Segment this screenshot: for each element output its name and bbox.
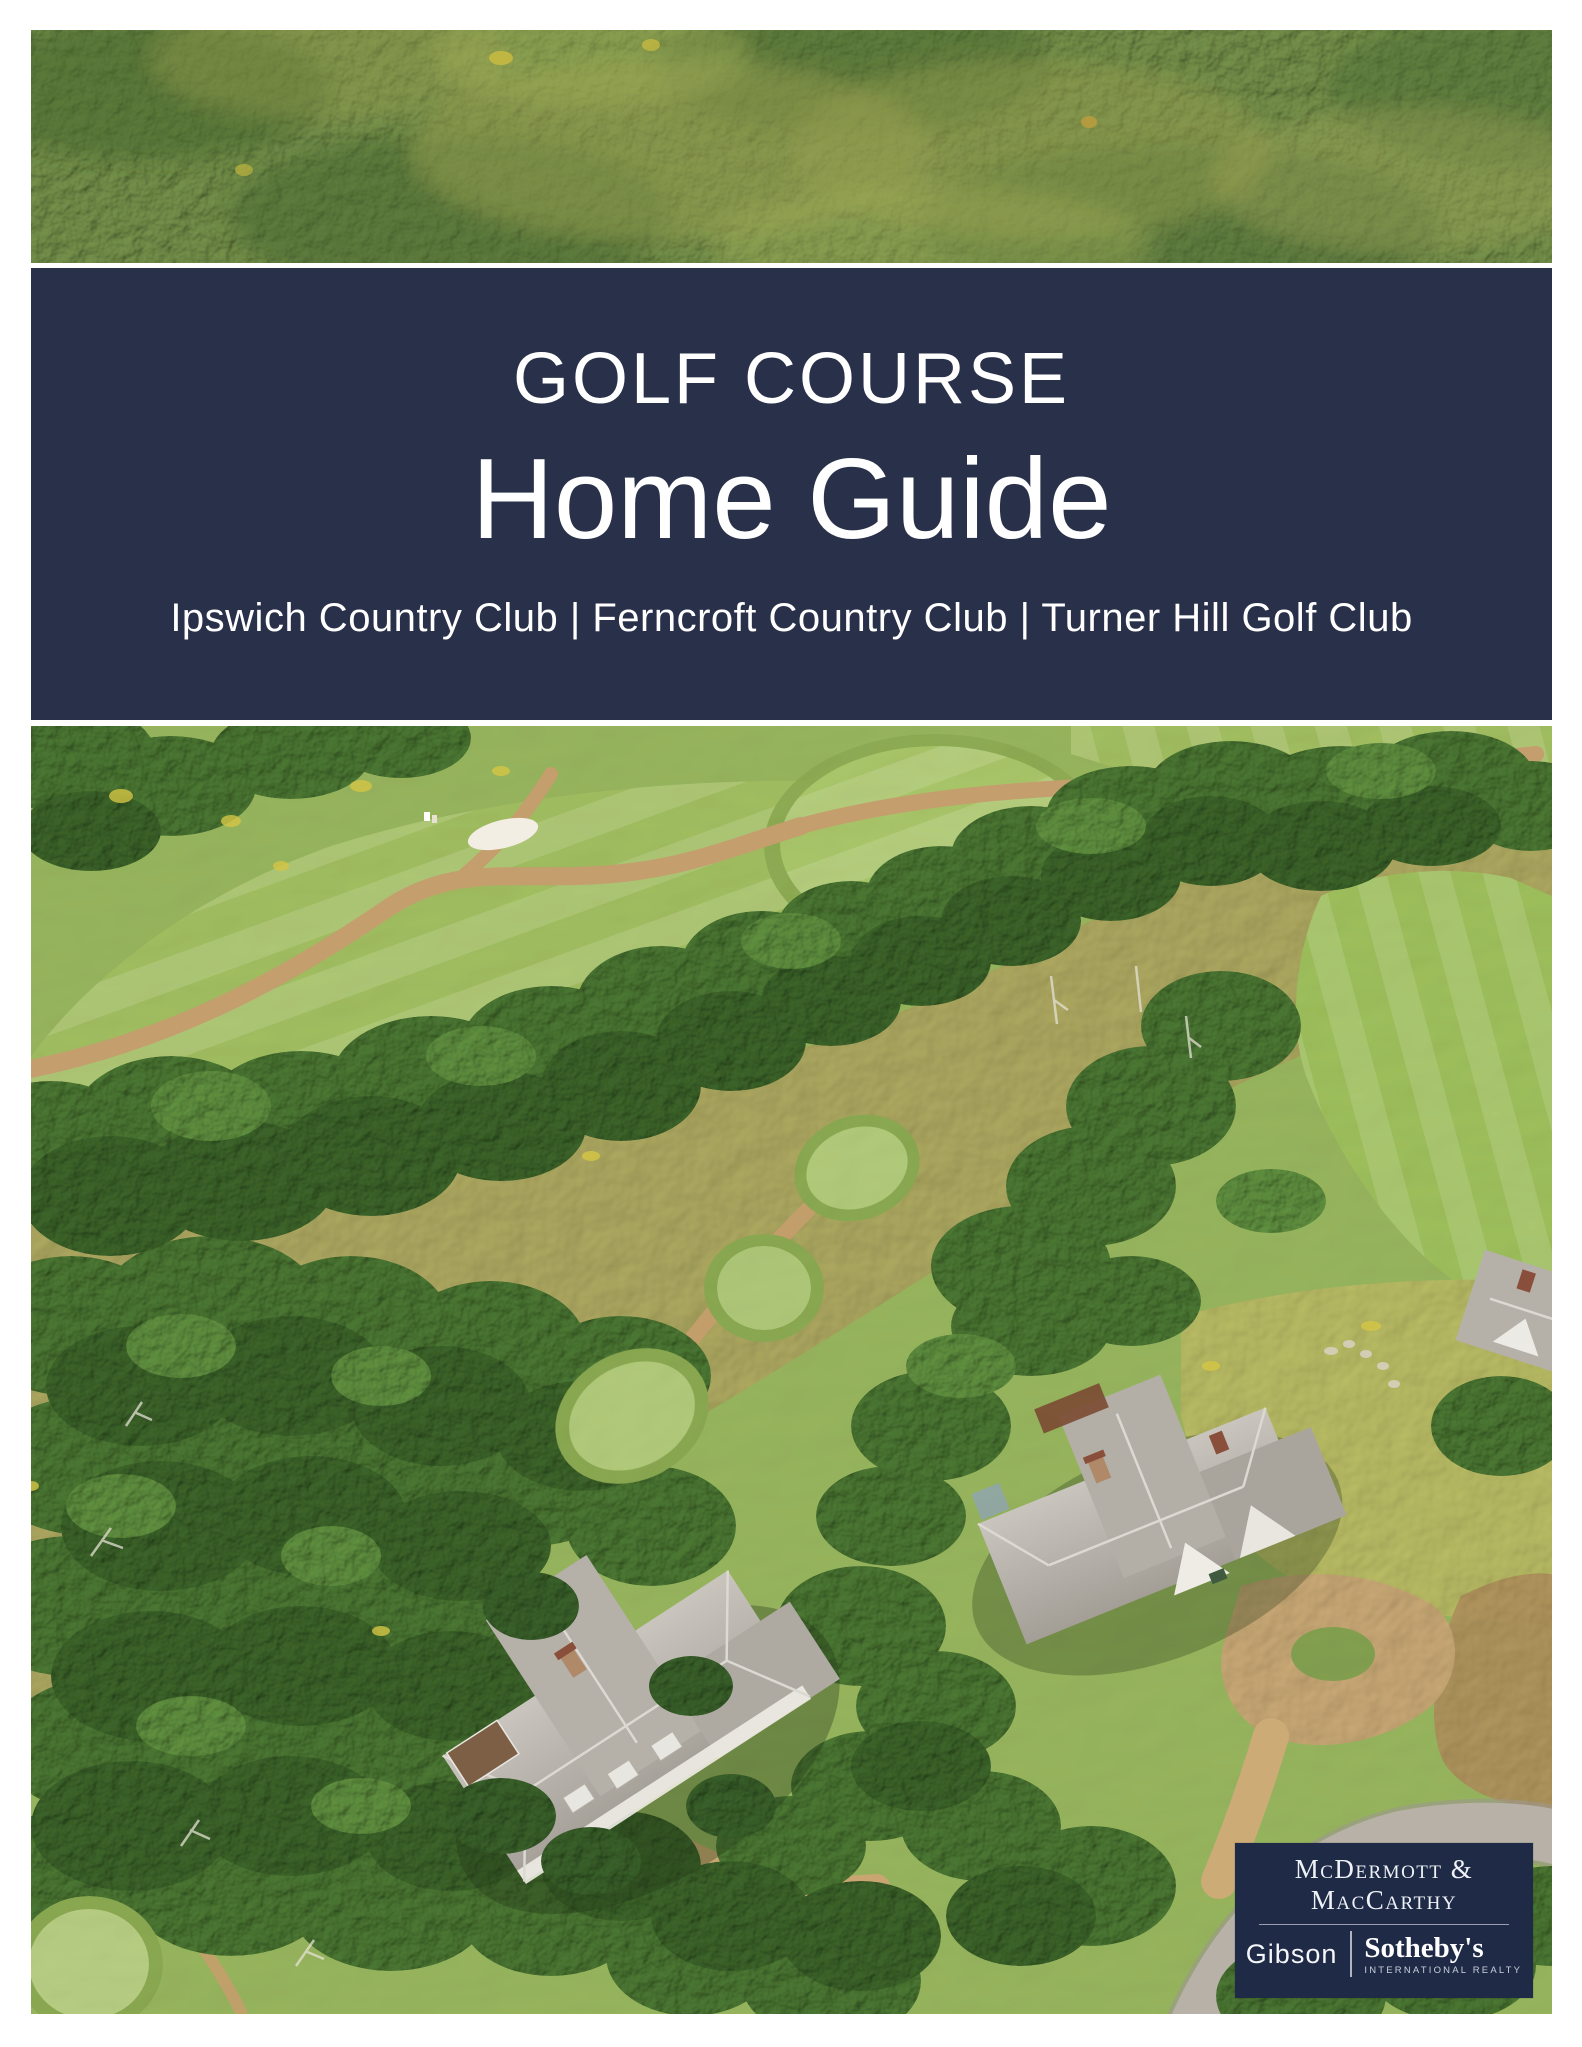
sothebys-wordmark: Sotheby's — [1364, 1931, 1484, 1964]
sothebys-lockup — [1364, 1933, 1522, 1976]
cover-subtitle: Ipswich Country Club | Ferncroft Country Club | Turner Hill Golf Club — [170, 596, 1413, 641]
cover-banner — [31, 268, 1552, 720]
brokerage-name — [1235, 1843, 1533, 1916]
brokerage-name-line1: McDermott & — [1294, 1854, 1474, 1884]
gibson-wordmark: Gibson — [1245, 1938, 1338, 1969]
forest-canopy-graphic — [31, 30, 1552, 263]
cover-title: Home Guide — [471, 435, 1112, 563]
golf-course-aerial-photo — [31, 726, 1552, 2014]
forest-aerial-photo — [31, 30, 1552, 263]
brokerage-name-line2: MacCarthy — [1310, 1885, 1458, 1915]
logo-horizontal-divider — [1259, 1924, 1509, 1925]
brokerage-logo — [1235, 1843, 1533, 1998]
cover-kicker: GOLF COURSE — [512, 339, 1071, 419]
brand-lockup — [1235, 1931, 1533, 1977]
sothebys-tagline: INTERNATIONAL REALTY — [1364, 1964, 1523, 1976]
logo-vertical-divider — [1350, 1931, 1352, 1977]
golf-course-graphic — [31, 726, 1552, 2014]
